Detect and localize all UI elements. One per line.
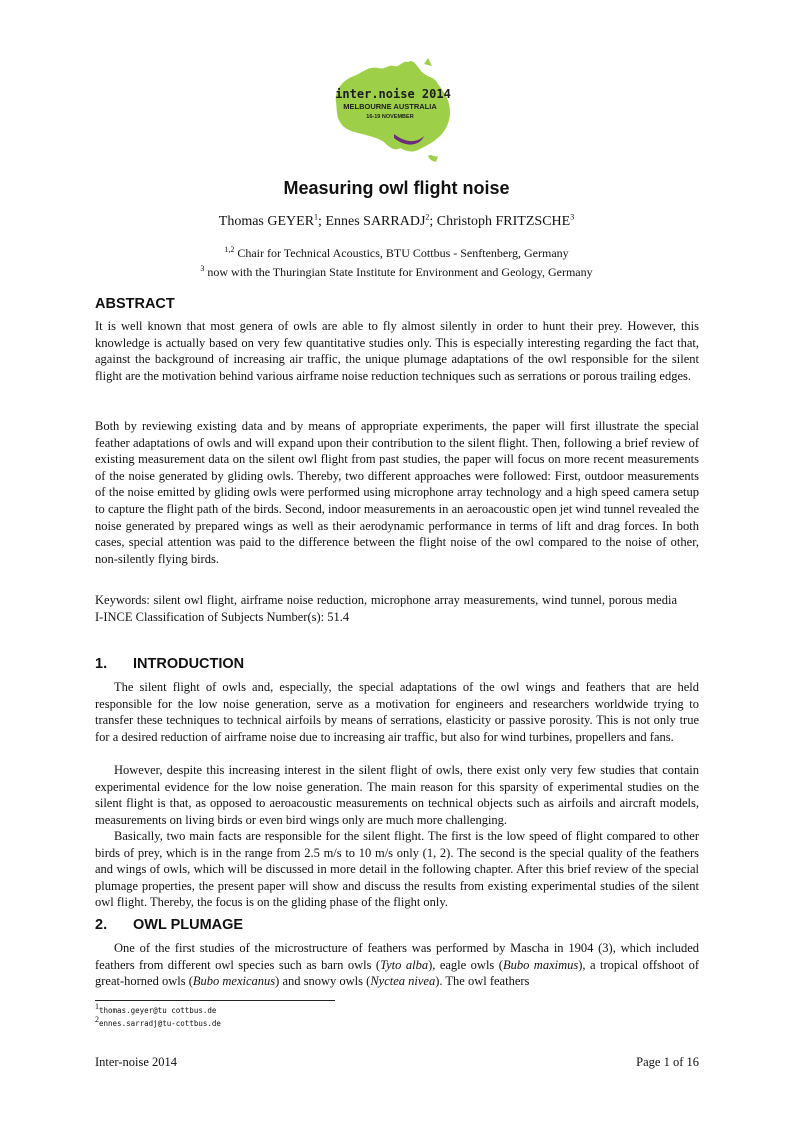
author-1: Thomas GEYER xyxy=(218,214,315,229)
species-name: Nyctea nivea xyxy=(370,974,436,989)
affiliation-mark: 3 xyxy=(200,264,205,273)
footnote-mark: 1 xyxy=(95,1002,99,1012)
footnote-email: thomas.geyer@tu cottbus.de xyxy=(99,1006,217,1015)
affiliation-2 xyxy=(0,265,793,280)
section-title: OWL PLUMAGE xyxy=(133,917,244,933)
text-run: ), a tropical offshoot of great-horned owls ( xyxy=(95,957,700,989)
author-2: Ennes SARRADJ xyxy=(325,214,426,229)
author-2-mark: 2 xyxy=(425,212,430,222)
intro-paragraph-1: The silent flight of owls and, especially, the special adaptations of the owl wings and feathers that are held responsible for the low noise generation, serve as a motivation for engineers and researchers worldwide trying to transfer these techniques to technical airfoils by means of serrations, elasticity or passive porosity. This is not only true for a desired reduction of airframe noise due to increasing air traffic, but also for wind turbines, propellers and fans. xyxy=(95,680,699,744)
intro-paragraph-2: However, despite this increasing interest in the silent flight of owls, there exist only very few studies that contain experimental evidence for the low noise generation. The main reason for this sparsity of experimental studies on the silent flight is that, as opposed to aeroacoustic measurements on technical objects such as airfoils and aircraft models, measurements on living birds or even bird wings only are much more challenging. xyxy=(95,763,699,827)
abstract-paragraph-2: Both by reviewing existing data and by means of appropriate experiments, the paper will first illustrate the special feather adaptations of owls and will expand upon their contribution to the silent flight. Then, following a brief review of existing measurement data on the silent owl flight from past studies, the paper will focus on more recent measurements of the noise generated by gliding owls. Thereby, two different approaches were followed: First, outdoor measurements of the noise emitted by gliding owls were performed using microphone array technology and a high speed camera setup to capture the flight path of the birds. Second, indoor measurements in an aeroacoustic open jet wind tunnel revealed the noise generated by prepared wings as well as their aerodynamic performance in terms of lift and drag forces. In both cases, special attention was paid to the difference between the flight noise of the owl compared to the noise of other, non-silently flying birds. xyxy=(95,419,699,566)
author-3: Christoph FRITZSCHE xyxy=(436,214,571,229)
section-number: 2. xyxy=(95,917,108,933)
footnote-mark: 2 xyxy=(95,1015,99,1025)
paper-title: Measuring owl flight noise xyxy=(283,178,510,198)
conference-logo xyxy=(328,56,458,164)
affiliation-text: now with the Thuringian State Institute for Environment and Geology, Germany xyxy=(207,265,593,279)
section-title: INTRODUCTION xyxy=(133,656,245,672)
footer-conference: Inter-noise 2014 xyxy=(95,1055,178,1069)
abstract-heading: ABSTRACT xyxy=(95,296,175,312)
section-number: 1. xyxy=(95,656,108,672)
text-run: One of the first studies of the microstructure of feathers was performed by Mascha in 1904 (3), which included feathers from different owl species such as barn owls ( xyxy=(95,941,699,972)
footnote-1 xyxy=(95,1002,217,1015)
keywords-paragraph xyxy=(95,592,699,625)
logo-line-1: inter.noise 2014 xyxy=(335,87,451,101)
species-name: Bubo mexicanus xyxy=(192,974,276,989)
footnote-2 xyxy=(95,1015,221,1028)
footnote-divider xyxy=(95,1000,335,1001)
species-name: Bubo maximus xyxy=(502,957,579,972)
text-run: ) and snowy owls ( xyxy=(275,974,371,989)
text-run: ), eagle owls ( xyxy=(428,957,503,972)
intro-paragraph-3: Basically, two main facts are responsible for the silent flight. The first is the low speed of flight compared to other birds of prey, which is in the range from 2.5 m/s to 10 m/s only (1, 2). The second is the special quality of the feathers and wings of owls, which will be discussed in more detail in the following chapter. After this brief review of the special plumage properties, the present paper will show and discuss the results from existing experimental studies of the silent owl flight. Thereby, the focus is on the gliding phase of the flight only. xyxy=(95,829,699,910)
section-2-heading xyxy=(95,917,243,933)
classification: I-INCE Classification of Subjects Number(s): 51.4 xyxy=(95,609,350,624)
author-separator: ; xyxy=(429,214,437,229)
author-separator: ; xyxy=(318,214,326,229)
affiliation-mark: 1,2 xyxy=(224,245,235,254)
abstract-paragraph-1: It is well known that most genera of owls are able to fly almost silently in order to hunt their prey. However, this knowledge is actually based on very few quantitative studies only. This is especially interesting regarding the fact that, against the background of increasing air traffic, the unique plumage adaptations of the owl responsible for the silent flight are the motivation behind various airframe noise reduction techniques such as serrations or porous trailing edges. xyxy=(95,319,699,383)
footer-page-number: Page 1 of 16 xyxy=(636,1055,699,1069)
plumage-paragraph-1 xyxy=(95,940,699,990)
affiliation-text: Chair for Technical Acoustics, BTU Cottbus - Senftenberg, Germany xyxy=(237,246,569,260)
affiliation-1 xyxy=(0,246,793,261)
footnote-email: ennes.sarradj@tu-cottbus.de xyxy=(99,1019,221,1028)
species-name: Tyto alba xyxy=(380,957,429,972)
logo-line-3: 16-19 NOVEMBER xyxy=(366,114,414,120)
author-1-mark: 1 xyxy=(314,212,319,222)
author-list xyxy=(0,214,793,230)
logo-line-2: MELBOURNE AUSTRALIA xyxy=(343,102,437,111)
section-1-heading xyxy=(95,656,244,672)
keywords: Keywords: silent owl flight, airframe noise reduction, microphone array measurements, wind tunnel, porous media xyxy=(95,593,677,607)
author-3-mark: 3 xyxy=(570,212,575,222)
text-run: ). The owl feathers xyxy=(435,974,530,989)
